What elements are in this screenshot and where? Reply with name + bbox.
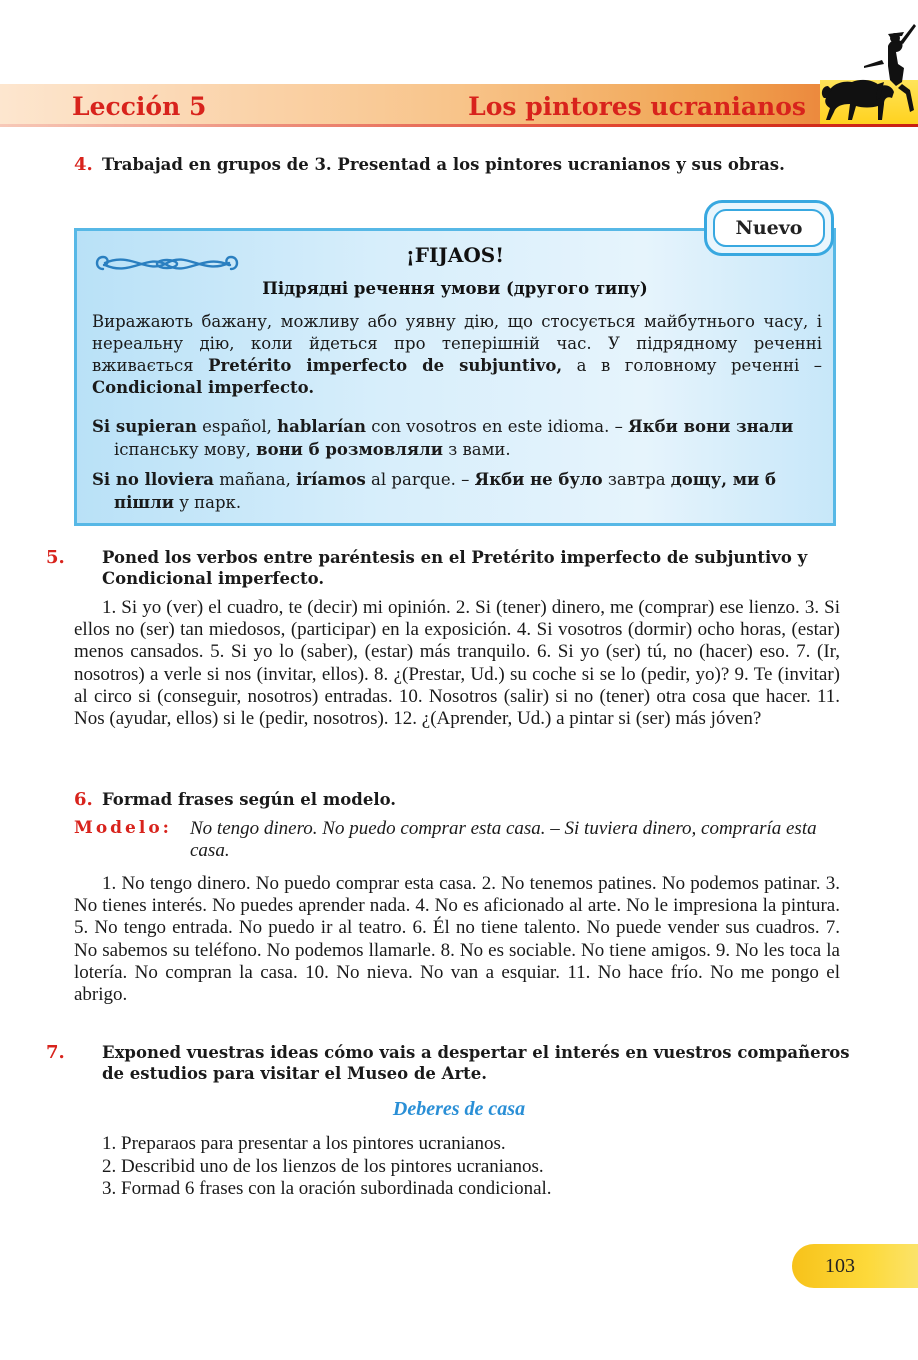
example-bold: вони б розмовляли — [256, 440, 443, 459]
example-text: con vosotros en este idioma. – — [365, 417, 629, 436]
example-bold: Якби вони знали — [628, 417, 794, 436]
lesson-title: Los pintores ucranianos — [468, 92, 806, 121]
task-number: 6. — [74, 789, 93, 810]
rule-subheading: Підрядні речення умови (другого типу) — [262, 279, 648, 298]
example-text: іспанську мову, — [114, 440, 257, 459]
rule-text-span: а в головному реченні – — [562, 356, 822, 375]
model-text: No tengo dinero. No puedo comprar esta casa. – Si tuviera dinero, compraría esta casa. — [190, 818, 817, 861]
page-number-badge — [792, 1244, 918, 1288]
rule-explanation — [92, 311, 822, 399]
task-instruction: Trabajad en grupos de 3. Presentad a los pintores ucranianos y sus obras. — [102, 155, 785, 174]
example-text: mañana, — [213, 470, 297, 489]
example-bold: Si supieran — [92, 417, 197, 436]
task-number: 5. — [46, 547, 65, 568]
homework-title: Deberes de casa — [392, 1098, 526, 1120]
example-text: у парк. — [173, 493, 242, 512]
task-5-text: 1. Si yo (ver) el cuadro, te (decir) mi opinión. 2. Si (tener) dinero, me (comprar) ese lienzo. 3. Si ellos no (ser) tan miedosos, (participar) en la exposición. 4. Si vosotros (dormir) ocho horas, (estar) menos cansados. 5. Si yo lo (saber), (estar) más tranquilo. 6. Si yo (ser) tú, no (hacer) eso. 7. (Ir, nosotros) a verle si nos (invitar, ellos). 8. ¿(Prestar, Ud.) su coche si se lo (pedir, yo)? 9. Te (invitar) al circo si (conseguir, nosotros) entradas. 10. Nosotros (salir) si no (tener) otra cosa que hacer. 11. Nos (ayudar, ellos) si le (pedir, nosotros). 12. ¿(Aprender, Ud.) a pintar si (ser) más jóven? — [74, 597, 840, 730]
task-instruction: Poned los verbos entre paréntesis en el Pretérito imperfecto de subjuntivo y Condicional imperfecto. — [102, 548, 808, 588]
example-bold: дощу, ми б пішли — [114, 470, 777, 512]
page-number: 103 — [825, 1255, 855, 1277]
nuevo-tag — [704, 200, 834, 256]
homework-list — [102, 1133, 552, 1201]
example-bold: Si no lloviera — [92, 470, 214, 489]
example-bold: hablarían — [277, 417, 366, 436]
nuevo-label: Nuevo — [713, 209, 825, 247]
example-text: al parque. – — [365, 470, 475, 489]
task-7 — [46, 1042, 872, 1084]
example-text: з вами. — [442, 440, 511, 459]
task-4 — [74, 154, 844, 175]
task-5 — [46, 547, 872, 589]
task-6 — [74, 789, 844, 810]
rule-term: Condicional imperfecto. — [92, 378, 315, 397]
homework-item: 3. Formad 6 frases con la oración subordinada condicional. — [102, 1178, 552, 1199]
example-text: завтра — [602, 470, 671, 489]
homework-item: 1. Preparaos para presentar a los pintores ucranianos. — [102, 1133, 506, 1154]
example-bold: iríamos — [296, 470, 366, 489]
task-number: 4. — [74, 154, 93, 175]
rule-example-2 — [92, 468, 822, 514]
example-text: español, — [196, 417, 278, 436]
task-instruction: Formad frases según el modelo. — [102, 790, 397, 809]
example-bold: Якби не було — [474, 470, 603, 489]
task-instruction: Exponed vuestras ideas cómo vais a despertar el interés en vuestros compañeros de estudios para visitar el Museo de Arte. — [102, 1043, 850, 1083]
model-label: Modelo: — [74, 818, 172, 838]
task-6-text: 1. No tengo dinero. No puedo comprar esta casa. 2. No tenemos patines. No podemos patinar. 3. No tienes interés. No puedes aprender nada. 4. No es aficionado al arte. No le impresiona la pintura. 5. No tengo entrada. No puedo ir al teatro. 6. Él no tiene talento. No puede vender sus cuadros. 7. No sabemos su teléfono. No podemos llamarle. 8. No es sociable. No tiene amigos. 9. No les toca la lotería. No compran la casa. 10. No nieva. No van a esquiar. 11. No hace frío. No me pongo el abrigo. — [74, 873, 840, 1006]
rule-heading: ¡FIJAOS! — [406, 243, 504, 267]
rule-example-1 — [92, 415, 822, 461]
bullfighter-icon — [818, 20, 918, 124]
lesson-number: Lección 5 — [72, 92, 207, 121]
homework-item: 2. Describid uno de los lienzos de los pintores ucranianos. — [102, 1155, 544, 1177]
grammar-rule-box — [74, 228, 836, 526]
rule-text-span: Виражають бажану, можливу або уявну дію, що стосується майбутнього часу, і нереальну дію, коли йдеться про теперішній час. У підрядному реченні вживається — [92, 312, 822, 375]
rule-term: Pretérito imperfecto de subjuntivo, — [208, 356, 563, 375]
task-number: 7. — [46, 1042, 65, 1063]
